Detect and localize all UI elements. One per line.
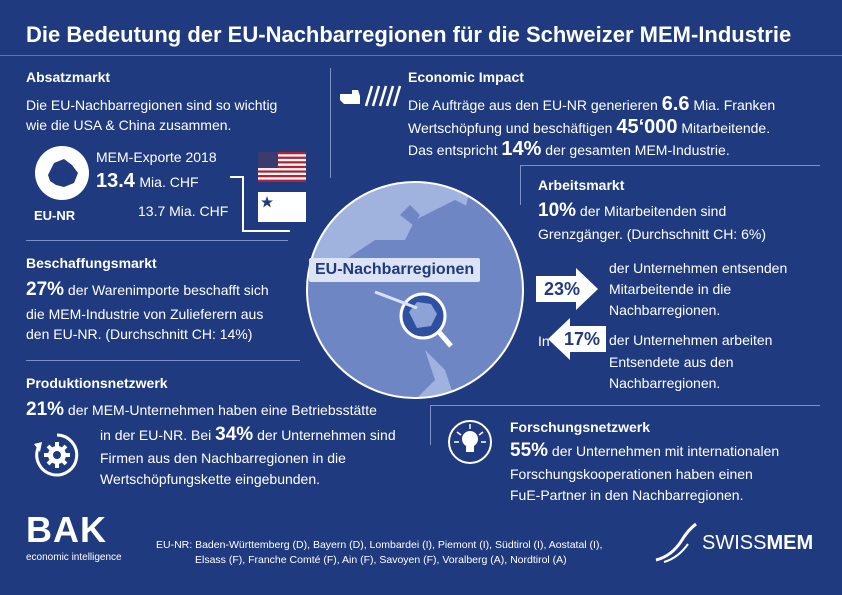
forschung-line2: Forschungskooperationen haben einen (510, 466, 753, 482)
beschaffung-heading: Beschaffungsmarkt (26, 255, 157, 271)
nr-list-line2: Elsass (F), Franche Comté (F), Ain (F), Savoyen (F), Voralberg (A), Nordtirol (A) (195, 554, 567, 566)
economic-value-3: 14% (501, 138, 542, 160)
economic-line3 (408, 139, 730, 160)
hand-points-icon (338, 84, 402, 110)
produktion-l2a: in der EU-NR. Bei (100, 427, 216, 443)
inbound-line3: Nachbarregionen. (609, 375, 721, 391)
produktion-line2 (100, 425, 396, 445)
beschaffung-pct: 27% (26, 279, 65, 300)
europe-map (305, 180, 525, 400)
produktion-heading: Produktionsnetzwerk (26, 375, 168, 391)
eu-export-value (96, 170, 199, 193)
forschung-pct: 55% (510, 440, 549, 461)
arbeit-pct: 10% (538, 200, 577, 221)
beschaffung-l1: der Warenimporte beschafft sich (64, 282, 269, 298)
inbound-line1: der Unternehmen arbeiten (609, 332, 773, 348)
produktion-line4: Wertschöpfungskette eingebunden. (100, 471, 321, 487)
forschung-line3: FuE-Partner in den Nachbarregionen. (510, 487, 744, 503)
bracket-vertical (242, 176, 244, 232)
absatz-line2: wie die USA & China zusammen. (26, 117, 232, 133)
produktion-line3: Firmen aus den Nachbarregionen in die (100, 450, 346, 466)
forschung-heading: Forschungsnetzwerk (510, 419, 651, 435)
bracket-top (230, 176, 244, 178)
economic-heading: Economic Impact (408, 69, 524, 85)
inbound-in-label: In (538, 333, 550, 349)
nr-label: EU-NR: (156, 539, 193, 551)
absatz-heading: Absatzmarkt (26, 69, 111, 85)
usa-flag-icon (258, 152, 306, 182)
swissmem-logo (702, 532, 813, 555)
inbound-line2: Entsendete aus den (609, 354, 734, 370)
swissmem-swoosh-icon (652, 520, 700, 564)
arbeit-divider (430, 405, 820, 406)
outbound-pct: 23% (543, 278, 581, 299)
page-title: Die Bedeutung der EU-Nachbarregionen für die Schweizer MEM-Industrie (26, 22, 792, 47)
eu-export-number: 13.4 (96, 170, 135, 192)
forschung-divider-vertical (430, 405, 431, 445)
eu-export-unit: Mia. CHF (139, 174, 199, 190)
produktion-l2b: der Unternehmen sind (253, 427, 396, 443)
nr-regions-1: Baden-Württemberg (D), Bayern (D), Lombardei (I), Piemont (I), Südtirol (I), Aostatal (I), (195, 539, 603, 551)
outbound-line1: der Unternehmen entsenden (609, 260, 788, 276)
swissmem-logo-b: MEM (766, 532, 814, 554)
map-label: EU-Nachbarregionen (309, 258, 480, 282)
nr-list-line1 (156, 538, 602, 553)
economic-divider (520, 165, 820, 166)
economic-l2c: Mitarbeitende. (677, 120, 771, 136)
forschung-l1: der Unternehmen mit internationalen (548, 443, 780, 459)
forschung-line1 (510, 441, 779, 461)
bak-subtitle: economic intelligence (26, 552, 122, 563)
bak-logo: BAK (26, 509, 107, 550)
us-cn-export-value: 13.7 Mia. CHF (138, 203, 229, 219)
produktion-pct1: 21% (26, 399, 65, 420)
economic-l2a: Wertschöpfung und beschäftigen (408, 120, 617, 136)
inbound-pct: 17% (563, 328, 601, 349)
economic-l3a: Das entspricht (408, 142, 502, 158)
economic-value-2: 45‘000 (616, 116, 678, 138)
beschaffung-line2: die MEM-Industrie von Zulieferern aus (26, 306, 264, 322)
arbeit-heading: Arbeitsmarkt (538, 177, 625, 193)
absatz-divider (26, 240, 288, 241)
bracket-horizontal (242, 230, 290, 232)
beschaffung-divider (26, 360, 300, 361)
lightbulb-network-icon (448, 420, 492, 464)
economic-l3c: der gesamten MEM-Industrie. (541, 142, 730, 158)
economic-l1a: Die Aufträge aus den EU-NR generieren (408, 97, 662, 113)
beschaffung-line3: den EU-NR. (Durchschnitt CH: 14%) (26, 326, 253, 342)
china-flag-icon (258, 192, 306, 222)
title-divider (0, 55, 842, 56)
swissmem-logo-a: SWISS (702, 532, 767, 554)
eu-nr-label: EU-NR (34, 208, 76, 223)
absatz-line1: Die EU-Nachbarregionen sind so wichtig (26, 97, 278, 113)
produktion-pct2: 34% (215, 424, 254, 445)
outbound-line2: Mitarbeitende in die (609, 281, 732, 297)
economic-value-1: 6.6 (661, 93, 690, 115)
beschaffung-line1 (26, 280, 269, 300)
gear-cycle-icon (32, 430, 82, 480)
economic-line2 (408, 117, 770, 138)
outbound-line3: Nachbarregionen. (609, 302, 721, 318)
produktion-line1 (26, 400, 377, 420)
economic-line1 (408, 94, 775, 115)
arbeit-line2: Grenzgänger. (Durchschnitt CH: 6%) (538, 226, 766, 242)
economic-l1c: Mia. Franken (689, 97, 776, 113)
eu-nr-circle-icon (34, 145, 90, 201)
top-divider-vertical (330, 68, 331, 178)
exports-label: MEM-Exporte 2018 (96, 149, 217, 165)
arbeit-line1 (538, 201, 726, 221)
arbeit-l1: der Mitarbeitenden sind (576, 203, 727, 219)
produktion-l1: der MEM-Unternehmen haben eine Betriebsstätte (64, 402, 377, 418)
